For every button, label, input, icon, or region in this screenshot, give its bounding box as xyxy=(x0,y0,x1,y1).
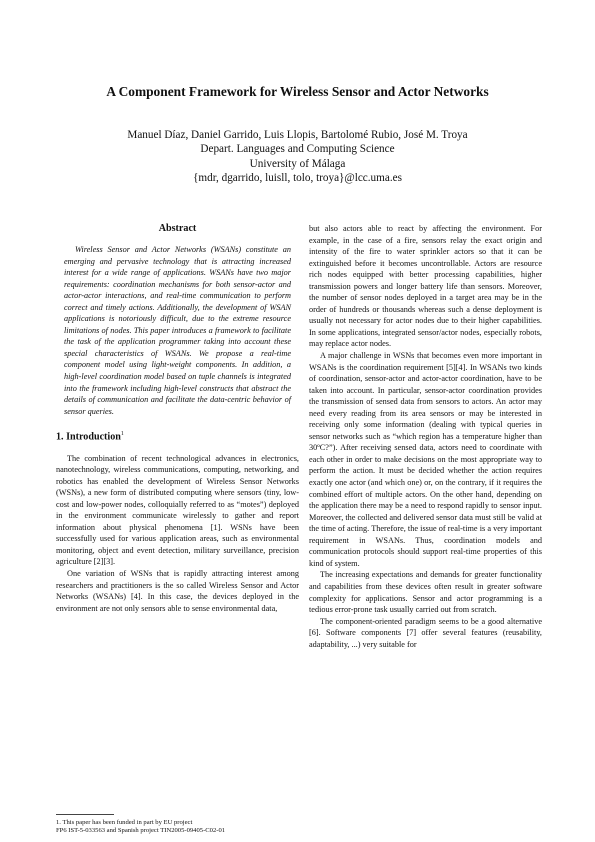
abstract-text: Wireless Sensor and Actor Networks (WSANs) constitute an emerging and pervasive technology that is attracting increased interest for a wide range of applications. WSANs have two major requirements: coordination mechanisms for both sensor-actor and actor-actor interactions, and real-time communication to perform correct and timely actions. Additionally, the development of WSAN applications is notoriously difficult, due to the extreme resource limitations of nodes. This paper introduces a framework to facilitate the task of the application programmer taking into account these special characteristics of WSANs. We propose a real-time component model using light-weight components. In addition, a high-level coordination model based on tuple channels is integrated into the framework including high-level constructs that abstract the details of communication and facilitate the data-centric behavior of sensor queries. xyxy=(64,245,291,416)
section-heading-text: 1. Introduction xyxy=(56,431,121,443)
body-paragraph-2: A major challenge in WSNs that becomes even more important in WSANs is the coordination requirement [5][4]. In WSANs two kinds of coordination, sensor-actor and actor-actor coordination, have to be taken into account. In particular, sensor-actor coordination provides the transmission of sensed data from sensors to actors. An actor may need every reading from its area sensors or may be interested in receiving only some information (dealing with typical queries in sensor networks such as “which region has a temperature higher than 30ºC?”). After receiving sensed data, actors need to coordinate with each other in order to make decisions on the most appropriate way to perform the action. It must be decided whether the action requires exactly one actor (and which one) or, on the contrary, if it requires the combined effort of multiple actors. On the other hand, depending on the application there may be a need to respond rapidly to sensor input. Moreover, the collected and delivered sensor data must still be valid at the time of acting. Therefore, the issue of real-time is a very important requirement in WSANs. Thus, coordination models and communication protocols should support real-time properties of this kind of system. xyxy=(309,351,542,568)
intro-paragraph-2: One variation of WSNs that is rapidly attracting interest among researchers and practitioners is the so called Wireless Sensor and Actor Networks (WSANs) [4]. In this case, the devices deployed in the environment are not only sensors able to sense environmental data, xyxy=(56,569,299,613)
right-column xyxy=(309,223,542,650)
footnote xyxy=(56,819,296,836)
author-emails: {mdr, dgarrido, luisll, tolo, troya}@lcc.uma.es xyxy=(193,172,402,185)
section-heading-introduction xyxy=(56,428,299,443)
author-block xyxy=(0,128,595,186)
university: University of Málaga xyxy=(249,157,346,170)
footnote-line-2: FP6 IST-5-033563 and Spanish project TIN2005-09405-C02-01 xyxy=(56,827,226,835)
footnote-line-1: 1. This paper has been funded in part by EU project xyxy=(56,819,193,826)
body-paragraph-3: The increasing expectations and demands for greater functionality and capabilities from these devices often result in greater software complexity for applications. Sensor and actor programming is a tedious error-prone task usually carried out from scratch. xyxy=(309,570,542,615)
footnote-marker: 1 xyxy=(120,431,124,438)
footnote-rule xyxy=(56,814,114,815)
abstract-heading: Abstract xyxy=(158,223,197,234)
author-names: Manuel Díaz, Daniel Garrido, Luis Llopis, Bartolomé Rubio, José M. Troya xyxy=(127,129,468,141)
body-paragraph-4: The component-oriented paradigm seems to be a good alternative [6]. Software components [7] offer several features (reusability, adaptability, ...) very suitable for xyxy=(309,616,542,649)
abstract-body xyxy=(56,244,299,417)
affiliation: Depart. Languages and Computing Science xyxy=(200,143,395,156)
body-paragraph-1: but also actors able to react by affecting the environment. For example, in the case of a fire, sensors relay the exact origin and intensity of the fire to water sprinkler actors so that it can be extinguished before it becomes uncontrollable. Actors are resource rich nodes equipped with better processing capabilities, higher transmission powers and longer battery life than sensors. Moreover, the number of sensor nodes deployed in a target area may be in the order of hundreds or thousands whereas such a dense deployment is usually not necessary for actor nodes due to their higher capabilities. In some applications, integrated sensor/actor nodes, especially robots, may replace actor nodes. xyxy=(309,224,542,349)
paper-title: A Component Framework for Wireless Sensor and Actor Networks xyxy=(106,84,489,99)
intro-paragraph-1: The combination of recent technological advances in electronics, nanotechnology, wireless communications, computing, networking, and robotics has enabled the development of Wireless Sensor Networks (WSNs), a new form of distributed computing where sensors (tiny, low-cost and low-power nodes, colloquially referred to as “motes”) deployed in the environment communicate wirelessly to gather and report information about physical phenomena [1]. WSNs have been successfully used for various application areas, such as environmental monitoring, object and event detection, military surveillance, precision agriculture [2][3]. xyxy=(56,453,299,567)
left-column xyxy=(56,223,299,614)
